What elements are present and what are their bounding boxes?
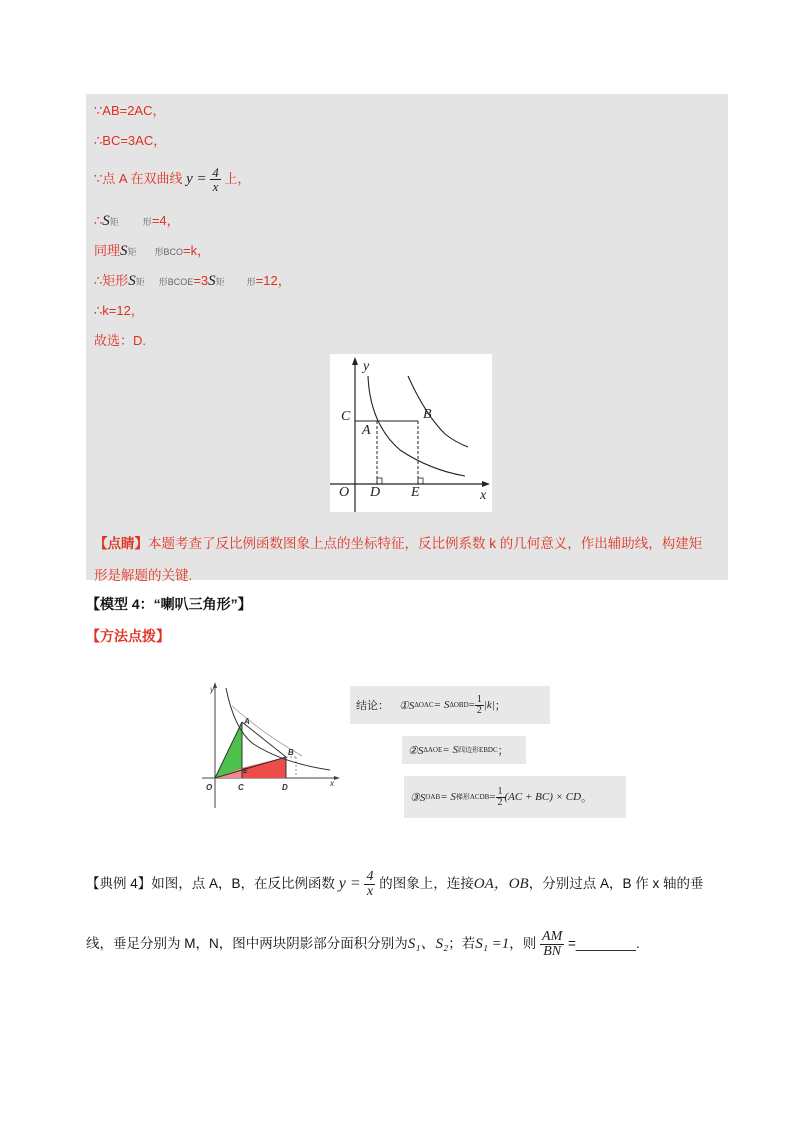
label-y: y [363, 359, 370, 374]
solution-line-5 [94, 240, 210, 260]
subscript-ju-2: 矩 [127, 247, 137, 257]
c3-sub2: 梯形ACDB [455, 793, 490, 801]
label-e: E [411, 485, 420, 500]
fig2-label-y: y [210, 685, 214, 694]
example-line-2 [86, 930, 640, 959]
label-x: x [480, 488, 487, 503]
c3-rest: (AC + BC) × CD [504, 791, 582, 803]
c1-end: ； [494, 700, 506, 712]
example-eq-num: 4 [366, 869, 374, 884]
subscript-ju-3: 矩 [135, 277, 145, 287]
s-symbol: S [102, 213, 110, 229]
example-text-2c: ，则 [509, 936, 537, 952]
solution-line-4 [94, 210, 180, 230]
s-symbol-2: S [120, 243, 128, 259]
value-4: =4， [151, 213, 180, 228]
solution-line-3-tail: 上， [224, 170, 251, 186]
trumpet-triangle-figure [192, 678, 340, 810]
example-equals: = [568, 936, 576, 952]
example-line-1 [86, 870, 704, 899]
c2-s: ②S [408, 744, 424, 757]
example-eq-den: x [366, 884, 374, 899]
subscript-ju: 矩 [109, 217, 119, 227]
fig2-label-d: D [282, 783, 288, 792]
example-s1s2: S₁、S₂ [407, 936, 449, 953]
c2-sub2: 四边形EBDC [457, 746, 498, 754]
curve-eq-fraction [210, 166, 221, 193]
solution-line-3 [94, 166, 250, 193]
c3-sub1: OAB [425, 793, 441, 801]
subscript-bco: 形BCO [154, 247, 184, 257]
c3-tail: = [489, 791, 496, 803]
comment-text-1: 本题考查了反比例函数图象上点的坐标特征，反比例系数 k 的几何意义，作出辅助线，构建矩 [148, 536, 703, 551]
c2-eq: = S [442, 744, 458, 756]
c1-tail: = [468, 699, 475, 711]
fig2-label-a: A [244, 717, 250, 726]
tongli-text: 同理 [94, 243, 121, 258]
solution-line-6 [94, 270, 291, 290]
c3-s: ③S [410, 791, 426, 804]
subscript-bcoe: 形BCOE [158, 277, 194, 287]
c1-fraction [475, 695, 484, 716]
c2-end: ； [497, 745, 509, 757]
curve-eq-num: 4 [212, 165, 219, 180]
solution-line-1: ∵AB=2AC， [94, 103, 166, 118]
solution-line-3-text: ∵点 A 在双曲线 [94, 170, 183, 186]
label-d: D [370, 485, 381, 500]
c3-eq: = S [440, 791, 456, 803]
c3-end: 。 [581, 792, 593, 804]
c2-sub1: ΔAOE [423, 746, 443, 754]
example-eq-lhs: y = [338, 875, 361, 893]
example-text-2b: ；若 [448, 936, 476, 952]
answer-blank[interactable]: ________ [575, 936, 636, 952]
label-o: O [339, 485, 350, 500]
example-text-c: ，分别过点 A，B 作 x 轴的垂 [528, 876, 704, 892]
example-s1-eq: S₁ =1 [475, 936, 510, 953]
fig2-label-c: C [238, 783, 244, 792]
conclusion-box-2 [402, 736, 526, 764]
label-a: A [362, 423, 371, 438]
comment-line-1 [94, 532, 702, 552]
example-text-b: 的图象上，连接 [379, 876, 474, 892]
value-12: =12， [255, 273, 291, 288]
value-k: =k， [183, 243, 211, 258]
fig2-label-x: x [330, 779, 334, 788]
label-c: C [341, 409, 351, 424]
example-text-2a: 线，垂足分别为 M，N，图中两块阴影部分面积分别为 [86, 936, 408, 952]
curve-eq-den: x [212, 179, 219, 194]
c1-sub2: ΔOBD [449, 701, 469, 709]
subscript-ju-4: 矩 [215, 277, 225, 287]
therefore-sign: ∴ [94, 213, 103, 228]
example-frac-den: BN [543, 944, 562, 959]
conclusion-label: 结论： [356, 700, 389, 712]
label-b: B [423, 407, 432, 422]
c1-s: ①S [399, 699, 415, 712]
c3-fraction [496, 787, 505, 808]
subscript-xing: 形 [142, 217, 152, 227]
fig2-label-o: O [206, 783, 213, 792]
s-symbol-4: S [208, 273, 216, 289]
c1-frac-den: 2 [476, 704, 482, 716]
conclusion-box-1 [350, 686, 550, 724]
example-eq-fraction [364, 870, 375, 899]
c3-frac-num: 1 [497, 785, 503, 797]
model-heading: 【模型 4：“喇叭三角形”】 [86, 596, 252, 612]
subscript-xing-2: 形 [246, 277, 256, 287]
c1-abs: |k| [483, 699, 495, 711]
eq-3: =3 [193, 273, 209, 288]
s-symbol-3: S [128, 273, 136, 289]
comment-line-2: 形是解题的关键. [94, 568, 193, 583]
solution-line-7: ∴k=12， [94, 303, 144, 318]
example-intro: 【典例 4】如图，点 A，B，在反比例函数 [86, 876, 336, 892]
example-oa-ob: OA，OB [473, 876, 529, 893]
solution-line-2: ∴BC=3AC， [94, 133, 167, 148]
example-end: . [636, 936, 640, 952]
example-frac-num: AM [542, 929, 563, 944]
c1-sub1: ΔOAC [414, 701, 434, 709]
fig2-label-b: B [288, 748, 294, 757]
method-heading: 【方法点拨】 [86, 628, 170, 644]
curve-eq-lhs: y = [186, 170, 207, 187]
fig2-label-e: E [243, 768, 248, 775]
juxing-text: ∴矩形 [94, 273, 129, 288]
conclusion-box-3 [404, 776, 626, 818]
hyperbola-figure-1 [330, 354, 492, 512]
c1-frac-num: 1 [476, 693, 482, 705]
c1-eq: = S [433, 699, 450, 711]
solution-line-8: 故选：D. [94, 333, 147, 348]
c3-frac-den: 2 [497, 796, 503, 808]
comment-bracket: 【点睛】 [94, 536, 148, 551]
example-am-bn-fraction [540, 930, 564, 959]
